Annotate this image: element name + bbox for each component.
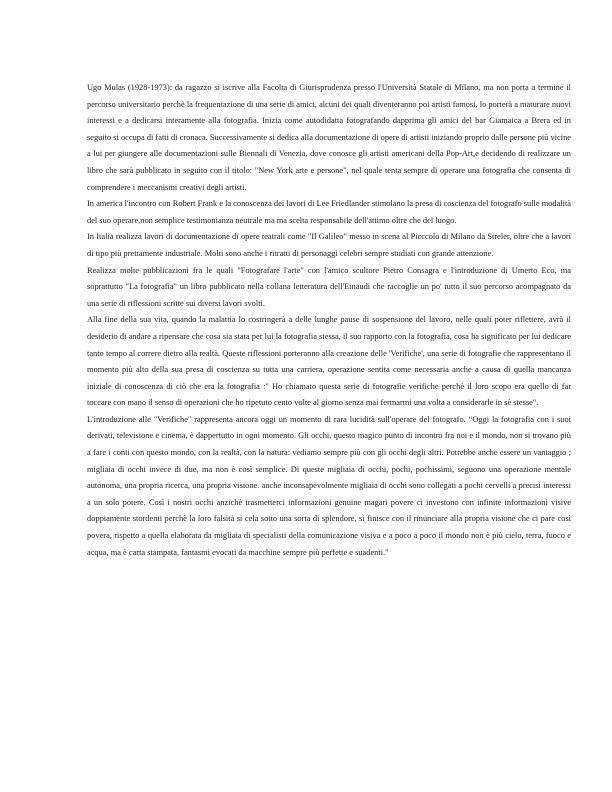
paragraph-biography: Ugo Mulas (1928-1973): da ragazzo si iscrive alla Facolta di Giurisprudenza presso l'Università Statale di Milano, ma non porta a termine il percorso universitario perchè la frequentazione di una serie di amici, alcuni dei quali diventeranno poi artisti famosi, lo porterà a maturare nuovi interessi e a dedicarsi interamente alla fotografia. Inizia come autodidatta fotografando dapprima gli amici del bar Giamaica a Brera ed in seguito si occupa di fatti di cronaca. Successivamente si dedica alla documentazione di opere di artisti iniziando proprio dalle persone più vicine a lui per giungere alle documentazioni sulle Biennali di Venezia, dove conosce gli artisti americani della Pop-Art,e decidendo di realizzare un libro che sarà pubblicato in seguito con il titolo: "New York arte e persone", nel quale tenta sempre di operare una fotografia che consenta di comprendere i meccanismi creativi degli artisti.	[87, 83, 571, 192]
paragraph-fine-vita: Alla fine della sua vita, quando la malattia lo costringerà a delle lunghe pause di sospensione del lavoro, nelle quali poter riflettere, avrà il desiderio di andare a ripensare che cosa sia stata per lui la fotografia stessa, il suo rapporto con la fotografia, cosa ha significato per lui dedicare tanto tempo al correre dietro alla realtà. Queste riflessioni porteranno alla creazione delle 'Verifiche', una serie di fotografie che rappresentano il momento più alto della sua presa di coscienza su tutta una carriera, operazione sentita come necessaria anche a causa di quella mancanza iniziale di conoscenza di ciò che era la fotografia :" Ho chiamato questa serie di fotografie verifiche perchè il loro scopo era quello di far toccare con mano il senso di operazioni che ho ripetuto cento volte al giorno senza mai fermarmi una volta a considerarle in sè stesse".	[87, 315, 571, 408]
paragraph-italia: In Italia realizza lavori di documentazione di opere teatrali come "Il Galileo" messo in scena al Picccolo di Milano da Streler, oltre che a lavori di tipo più prettamente industriale. Molti sono anche i ritratti di personaggi celebri sempre studiati con grande attenzione.	[87, 232, 571, 258]
paragraph-verifiche: L'introduzione alle "Verifiche" rappresenta ancora oggi un momento di rara lucidità sull'operare del fotografo. “Oggi la fotografia con i suoi derivati, televisione e cinema, è dappertutto in ogni momento. Gli occhi, questo magico punto di incontro fra noi e il mondo, non si trovano più a fare i conti con questo mondo, con la realtà, con la natura: vediamo sempre più con gli occhi degli altri. Potrebbe anche essere un vantaggio ; migliaia di occhi invece di due, ma non è così semplice. Di queste migliaia di occhi, pochi, pochissimi, seguono una operazione mentale autonoma, una propria ricerca, una propria visione. anche inconsapevolmente migliaia di occhi sono collegati a pochi cervelli a precisi interessi a un solo potere. Così i nostri occhi anzichè trasmetterci informazioni genuine magari povere ci investono con infinite informazioni visive doppiamente stordenti perchè la loro falsità si cela sotto una sorta di splendore, si finisce con il rinunciare alla propria visione che ci pare così povera, rispetto a quella elaborata da migliaia di specialisti della comunicazione visiva e a poco a poco il mondo non è più cielo, terra, fuoco e acqua, ma è carta stampata, fantasmi evocati da macchine sempre più perfette e suadenti."	[87, 414, 571, 557]
paragraph-america: In america l'incontro con Robert Frank e la conoscenza dei lavori di Lee Friedlander stimolano la presa di coscienza del fotografo sulle modalità del suo operare,non semplice testimonianza neutrale ma ma scelta responsabile dell'attimo oltre che del luogo.	[87, 199, 571, 225]
body-text	[87, 80, 571, 561]
paragraph-pubblicazioni: Realizza molte pubblicazioni fra le quali "Fotografare l'arte" con l'amico scultore Pietro Consagra e l'introduzione di Umerto Eco, ma soprattutto "La fotografia" un libro pubblicato nella collana letteratura dell'Einaudi che raccoglie un po' tutto il suo percorso acompagnato da una serie di riflessioni scritte sui diversi lavori svolti.	[87, 265, 571, 308]
